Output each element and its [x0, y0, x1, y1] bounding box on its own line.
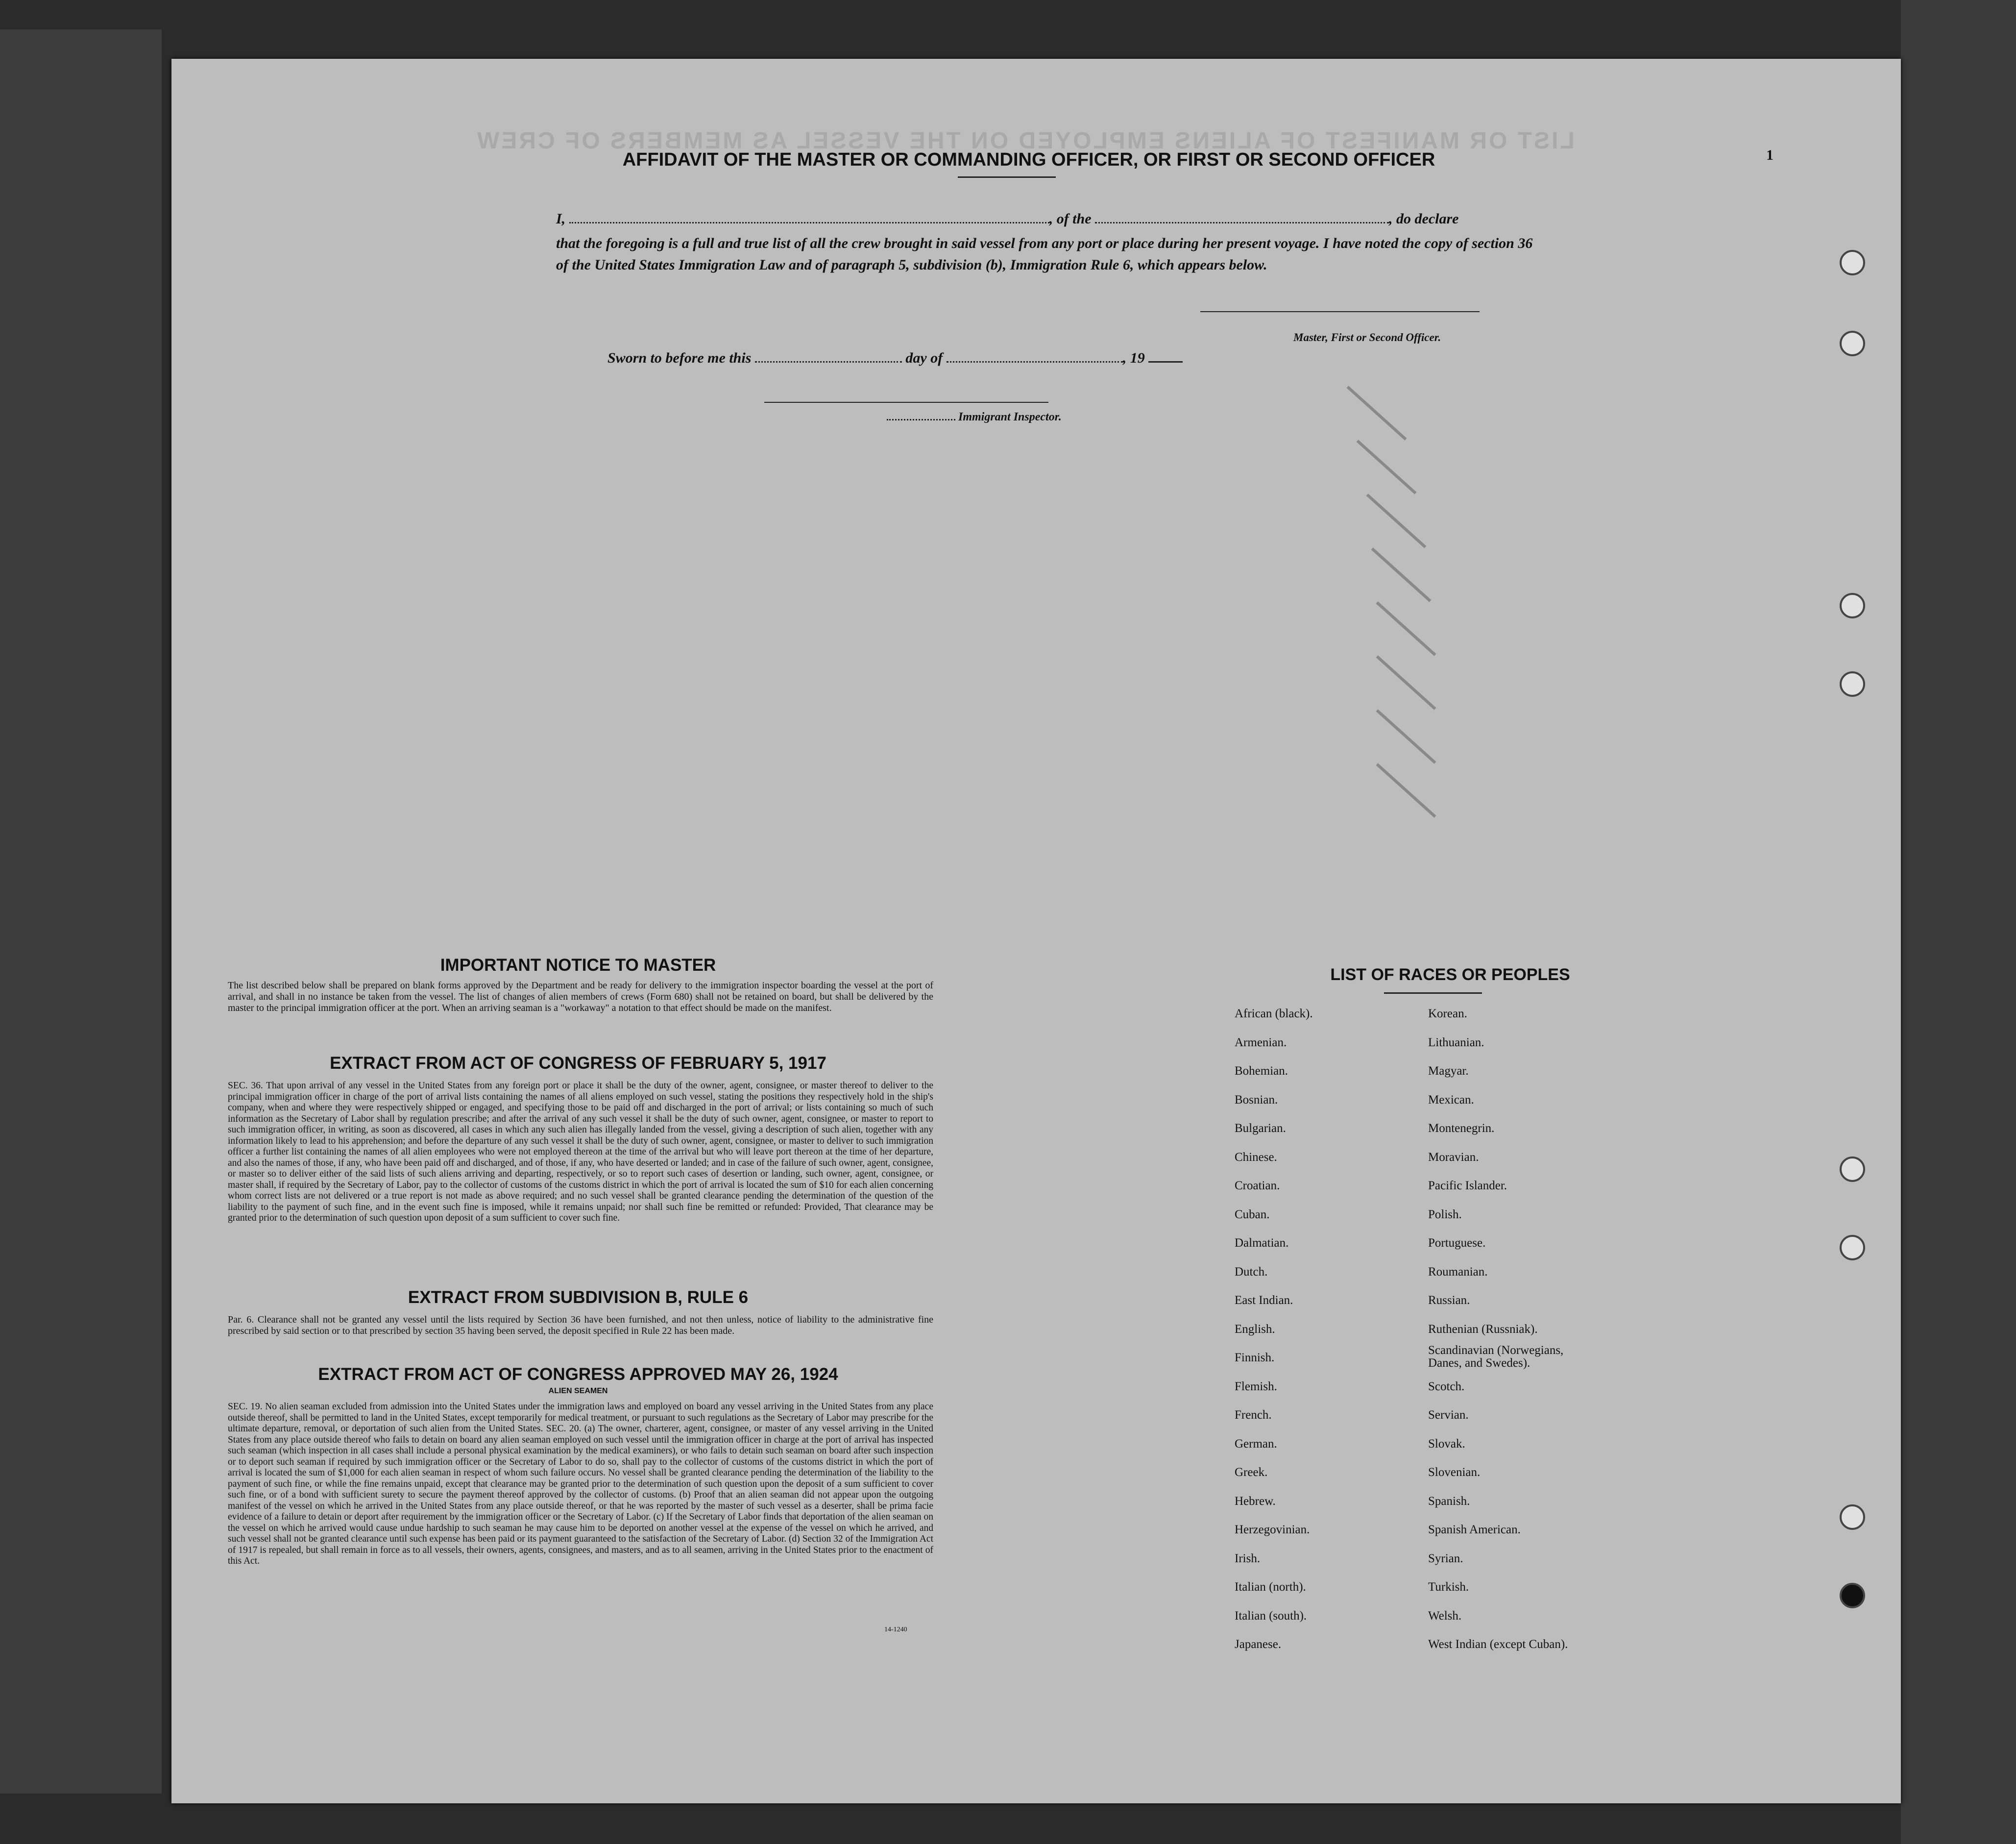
punch-hole — [1840, 1583, 1865, 1608]
officer-name-field[interactable] — [569, 222, 1049, 223]
affidavit-title: AFFIDAVIT OF THE MASTER OR COMMANDING OFFICER, OR FIRST OR SECOND OFFICER — [622, 149, 1435, 170]
races-left-column — [1235, 1007, 1431, 1693]
alien-seamen-subtitle: ALIEN SEAMEN — [548, 1387, 608, 1395]
ditto-mark — [1376, 709, 1436, 764]
races-right-column — [1428, 1007, 1634, 1693]
ditto-mark — [1357, 440, 1417, 494]
extract-1917-text: SEC. 36. That upon arrival of any vessel in the United States from any foreign port or place it shall be the duty of the owner, agent, consignee, or master thereof to deliver to the principal immigration officer in charge of the port of arrival lists containing the names of all aliens employed on such vessel, stating the positions they respectively hold in the ship's company, when and where they were respectively shipped or engaged, and specifying those to be paid off and discharged in the port of arrival; or lists containing so much of such information as the Secretary of Labor shall by regulation prescribe; and after the arrival of any such vessel it shall be the duty of such owner, agent, consignee, or master to report to such immigration officer, in writing, as soon as discovered, all cases in which any such alien has illegally landed from the vessel, giving a description of such alien, together with any information likely to lead to his apprehension; and before the departure of any such vessel it shall be the duty of such owner, agent, consignee, or master to deliver to such immigration officer a further list containing the names of all alien employees who were not employed thereon at the time of the arrival but who will leave port thereon at the time of her departure, and also the names of those, if any, who have been paid off and discharged, and of those, if any, who have deserted or landed; and in case of the failure of such owner, agent, consignee, or master so to deliver either of the said lists of such aliens arriving and departing, respectively, or so to report such cases of desertion or landing, such owner, agent, consignee, or master shall, if required by the Secretary of Labor, pay to the collector of customs of the customs district in which the port of arrival is located the sum of $10 for each alien concerning whom correct lists are not delivered or a true report is not made as above required; and no such vessel shall be granted clearance pending the determination of the question of the liability to the payment of such fine, and in the event such fine is imposed, while it remains unpaid; nor shall such fine be remitted or refunded: Provided, That clearance may be granted prior to the determination of such question upon deposit of a sum sufficient to cover such fine. — [228, 1081, 933, 1223]
race-item: Finnish. — [1235, 1351, 1275, 1364]
title-rule — [958, 176, 1056, 178]
ditto-mark — [1366, 493, 1427, 548]
race-item: Russian. — [1428, 1294, 1470, 1307]
punch-hole — [1840, 671, 1865, 697]
ditto-mark — [1376, 655, 1436, 710]
ditto-mark — [1371, 547, 1432, 602]
race-item: French. — [1235, 1408, 1272, 1422]
race-item: Hebrew. — [1235, 1494, 1276, 1508]
race-item: African (black). — [1235, 1007, 1313, 1020]
race-item: Korean. — [1428, 1007, 1467, 1020]
sworn-line — [607, 350, 1183, 367]
sworn-year-field[interactable] — [1148, 361, 1183, 363]
inspector-label: Immigrant Inspector. — [958, 411, 1062, 423]
day-of-label: day of — [905, 350, 943, 366]
punch-hole — [1840, 331, 1865, 356]
race-item: Slovak. — [1428, 1437, 1465, 1451]
race-item: Japanese. — [1235, 1638, 1282, 1651]
race-item: Scotch. — [1428, 1379, 1465, 1393]
race-item: Scandinavian (Norwegians, Danes, and Swedes). — [1428, 1344, 1564, 1370]
race-item: West Indian (except Cuban). — [1428, 1638, 1568, 1651]
ditto-mark — [1347, 386, 1407, 441]
race-item: Moravian. — [1428, 1150, 1479, 1164]
signature-line[interactable] — [1200, 311, 1480, 312]
race-item: Slovenian. — [1428, 1466, 1481, 1479]
race-item: Lithuanian. — [1428, 1035, 1484, 1049]
race-item: Herzegovinian. — [1235, 1523, 1310, 1536]
race-item: Bohemian. — [1235, 1064, 1288, 1078]
extract-1917-title: EXTRACT FROM ACT OF CONGRESS OF FEBRUARY 5, 1917 — [330, 1054, 826, 1073]
left-binding-edge — [0, 29, 162, 1794]
extract-1924-text: SEC. 19. No alien seaman excluded from admission into the United States under the immigration laws and employed on board any vessel arriving in the United States from any place outside thereof, shall be permitted to land in the United States, except temporarily for medical treatment, or pursuant to such regulations as the Secretary of Labor may prescribe for the ultimate departure, removal, or deportation of such alien from the United States. SEC. 20. (a) The owner, charterer, agent, consignee, or master of any vessel arriving in the United States from any place outside thereof who fails to detain on board any alien seaman employed on such vessel until the immigration officer in charge at the port of arrival has inspected such seaman (which inspection in all cases shall include a personal physical examination by the medical examiners), or who fails to detain such seaman on board after such inspection or to deport such seaman if required by such immigration officer or the Secretary of Labor to do so, shall pay to the collector of customs of the customs district in which the port of arrival is located the sum of $1,000 for each alien seaman in respect of whom such failure occurs. No vessel shall be granted clearance pending the determination of the liability to the payment of such fine, or while the fine remains unpaid, except that clearance may be granted prior to the determination of such question upon the deposit of a sum sufficient to cover such fine, or of a bond with sufficient surety to secure the payment thereof approved by the collector of customs. (b) Proof that an alien seaman did not appear upon the outgoing manifest of the vessel on which he arrived in the United States from any place outside thereof, or that he was reported by the master of such vessel as a deserter, shall be prima facie evidence of a failure to detain or deport after requirement by the immigration officer or the Secretary of Labor. (c) If the Secretary of Labor finds that deportation of the alien seaman on the vessel on which he arrived would cause undue hardship to such seaman he may cause him to be deported on another vessel at the expense of the vessel on which he arrived, and such vessel shall not be granted clearance until such expense has been paid or its payment guaranteed to the satisfaction of the Secretary of Labor. (d) Section 32 of the Immigration Act of 1917 is repealed, but shall remain in force as to all vessels, their owners, agents, consignees, and masters, and as to all seamen, arriving in the United States prior to the enactment of this Act. — [228, 1401, 933, 1566]
race-item: English. — [1235, 1322, 1275, 1336]
notice-text: The list described below shall be prepared on blank forms approved by the Department and be ready for delivery to the immigration inspector boarding the vessel at the port of arrival, and shall in no instance be taken from the vessel. The list of changes of alien members of crews (Form 680) shall not be retained on board, but shall be delivered by the master to the principal immigration officer at the port. When an arriving seaman is a "workaway" a notation to that effect should be made on the manifest. — [228, 980, 933, 1013]
race-item: Turkish. — [1428, 1580, 1469, 1594]
race-item: Spanish. — [1428, 1494, 1470, 1508]
race-item: Pacific Islander. — [1428, 1179, 1507, 1192]
race-item: Dutch. — [1235, 1265, 1268, 1279]
race-item: Greek. — [1235, 1466, 1268, 1479]
ditto-mark — [1376, 601, 1436, 656]
signature-label: Master, First or Second Officer. — [1293, 331, 1441, 344]
ditto-mark — [1376, 763, 1436, 818]
inspector-signature-line[interactable] — [764, 402, 1048, 403]
race-item: Croatian. — [1235, 1179, 1280, 1192]
affidavit-i-label: I, — [556, 211, 566, 227]
inspector-dotted — [887, 419, 955, 420]
race-item: Servian. — [1428, 1408, 1469, 1422]
year-label: , 19 — [1122, 350, 1145, 366]
affidavit-declaration-line — [556, 211, 1732, 227]
notice-title: IMPORTANT NOTICE TO MASTER — [440, 956, 716, 975]
extract-1924-title: EXTRACT FROM ACT OF CONGRESS APPROVED MAY 26, 1924 — [318, 1365, 838, 1384]
race-item: Chinese. — [1235, 1150, 1277, 1164]
race-item: Ruthenian (Russniak). — [1428, 1322, 1538, 1336]
race-item: Roumanian. — [1428, 1265, 1488, 1279]
race-item: Dalmatian. — [1235, 1236, 1289, 1250]
race-item: East Indian. — [1235, 1294, 1293, 1307]
races-title: LIST OF RACES OR PEOPLES — [1330, 965, 1570, 984]
punch-hole — [1840, 1156, 1865, 1182]
race-item: Montenegrin. — [1428, 1122, 1495, 1135]
race-item: Bosnian. — [1235, 1093, 1278, 1106]
race-item: Flemish. — [1235, 1379, 1277, 1393]
race-item: Syrian. — [1428, 1551, 1463, 1565]
form-number: 14-1240 — [884, 1626, 907, 1633]
sworn-label: Sworn to before me this — [607, 350, 752, 366]
race-item: Bulgarian. — [1235, 1122, 1286, 1135]
race-item: Magyar. — [1428, 1064, 1469, 1078]
race-item: Armenian. — [1235, 1035, 1287, 1049]
punch-hole — [1840, 593, 1865, 618]
race-item: Welsh. — [1428, 1609, 1462, 1623]
race-item: German. — [1235, 1437, 1277, 1451]
sworn-day-field[interactable] — [755, 361, 902, 363]
race-item: Polish. — [1428, 1207, 1462, 1221]
affidavit-declare-label: , do declare — [1389, 211, 1459, 227]
affidavit-body: that the foregoing is a full and true list of all the crew brought in said vessel from any port or place during her present voyage. I have noted the copy of section 36 of the United States Immigration Law and of paragraph 5, subdivision (b), Immigration Rule 6, which appears below. — [556, 235, 1533, 273]
inspector-line — [887, 411, 1062, 424]
race-item: Spanish American. — [1428, 1523, 1521, 1536]
manifest-page — [171, 59, 1901, 1803]
race-item: Irish. — [1235, 1551, 1261, 1565]
bleed-through-header: LIST OR MANIFEST OF ALIENS EMPLOYED ON THE VESSEL AS MEMBERS OF CREW — [475, 128, 1575, 154]
rule6-title: EXTRACT FROM SUBDIVISION B, RULE 6 — [408, 1288, 749, 1307]
race-item: Portuguese. — [1428, 1236, 1486, 1250]
affidavit-of-label: , of the — [1049, 211, 1092, 227]
page-number: 1 — [1766, 147, 1773, 163]
vessel-name-field[interactable] — [1095, 222, 1389, 223]
races-title-rule — [1384, 992, 1482, 994]
race-item: Italian (north). — [1235, 1580, 1306, 1594]
sworn-month-field[interactable] — [947, 361, 1123, 363]
rule6-text: Par. 6. Clearance shall not be granted any vessel until the lists required by Section 36 have been furnished, and not then unless, notice of liability to the administrative fine prescribed by said section or to that prescribed by section 35 having been served, the deposit specified in Rule 22 has been made. — [228, 1314, 933, 1336]
punch-hole — [1840, 1235, 1865, 1260]
race-item: Italian (south). — [1235, 1609, 1307, 1623]
right-binding-edge — [1901, 0, 2016, 1844]
punch-hole — [1840, 1504, 1865, 1530]
race-item: Mexican. — [1428, 1093, 1474, 1106]
race-item: Cuban. — [1235, 1207, 1270, 1221]
punch-hole — [1840, 250, 1865, 275]
